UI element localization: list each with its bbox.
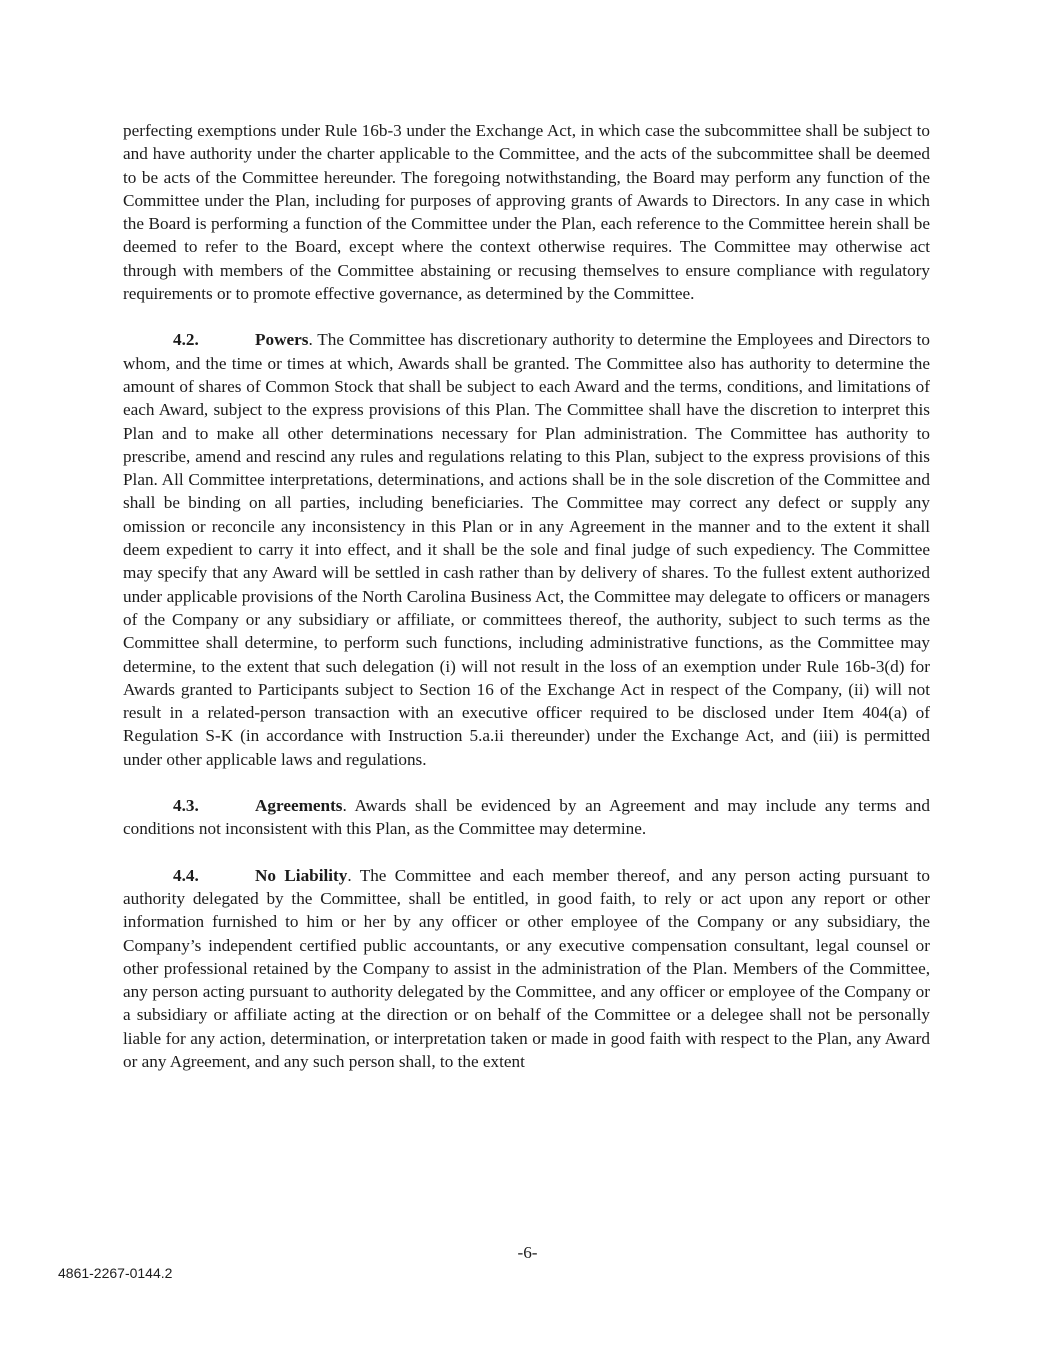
paragraph-continuation [123, 119, 930, 305]
section-title: Powers [255, 330, 309, 350]
section-number: 4.3. [173, 796, 199, 816]
section-number: 4.2. [173, 330, 199, 350]
section-4-2 [123, 328, 930, 771]
section-title: No Liability [255, 865, 348, 885]
section-title: Agreements [255, 796, 343, 816]
paragraph-text: perfecting exemptions under Rule 16b-3 under the Exchange Act, in which case the subcommittee shall be subject to and have authority under the charter applicable to the Committee, and the acts of the subcommittee shall be deemed to be acts of the Committee hereunder. The foregoing notwithstanding, the Board may perform any function of the Committee under the Plan, including for purposes of approving grants of Awards to Directors. In any case in which the Board is performing a function of the Committee under the Plan, each reference to the Committee herein shall be deemed to refer to the Board, except where the context otherwise requires. The Committee may otherwise act through with members of the Committee abstaining or recusing themselves to ensure compliance with regulatory requirements or to promote effective governance, as determined by the Committee. [123, 121, 930, 304]
section-4-4 [123, 864, 930, 1074]
section-number: 4.4. [173, 865, 199, 885]
document-id-footer: 4861-2267-0144.2 [58, 1265, 173, 1281]
document-body [123, 119, 930, 1073]
section-text: . The Committee and each member thereof, and any person acting pursuant to authority delegated by the Committee, shall be entitled, in good faith, to rely or act upon any report or other information furnished to him or her by any officer or other employee of the Company or any subsidiary, the Company’s independent certified public accountants, or any executive compensation consultant, legal counsel or other professional retained by the Company to assist in the administration of the Plan. Members of the Committee, any person acting pursuant to authority delegated by the Committee, and any officer or employee of the Company or a subsidiary or affiliate acting at the direction or on behalf of the Committee or a delegee shall not be personally liable for any action, determination, or interpretation taken or made in good faith with respect to the Plan, any Award or any Agreement, and any such person shall, to the extent [123, 865, 930, 1071]
page-number: -6- [517, 1243, 538, 1262]
section-text: . Awards shall be evidenced by an Agreement and may include any terms and conditions not inconsistent with this Plan, as the Committee may determine. [123, 796, 930, 839]
section-text: . The Committee has discretionary authority to determine the Employees and Directors to whom, and the time or times at which, Awards shall be granted. The Committee also has authority to determine the amount of shares of Common Stock that shall be subject to each Award and the terms, conditions, and limitations of each Award, subject to the express provisions of this Plan. The Committee shall have the discretion to interpret this Plan and to make all other determinations necessary for Plan administration. The Committee has authority to prescribe, amend and rescind any rules and regulations relating to this Plan, subject to the express provisions of this Plan. All Committee interpretations, determinations, and actions shall be in the sole discretion of the Committee and shall be binding on all parties, including beneficiaries. The Committee may correct any defect or supply any omission or reconcile any inconsistency in this Plan or in any Agreement in the manner and to the extent it shall deem expedient to carry it into effect, and it shall be the sole and final judge of such expediency. The Committee may specify that any Award will be settled in cash rather than by delivery of shares. To the fullest extent authorized under applicable provisions of the North Carolina Business Act, the Committee may delegate to officers or managers of the Company or any subsidiary or affiliate, or committees thereof, the authority, subject to such terms as the Committee shall determine, to perform such functions, including administrative functions, as the Committee may determine, to the extent that such delegation (i) will not result in the loss of an exemption under Rule 16b-3(d) for Awards granted to Participants subject to Section 16 of the Exchange Act in respect of the Company, (ii) will not result in a related-person transaction with an executive officer required to be disclosed under Item 404(a) of Regulation S-K (in accordance with Instruction 5.a.ii thereunder) under the Exchange Act, and (iii) is permitted under other applicable laws and regulations. [123, 330, 930, 769]
section-4-3 [123, 794, 930, 841]
